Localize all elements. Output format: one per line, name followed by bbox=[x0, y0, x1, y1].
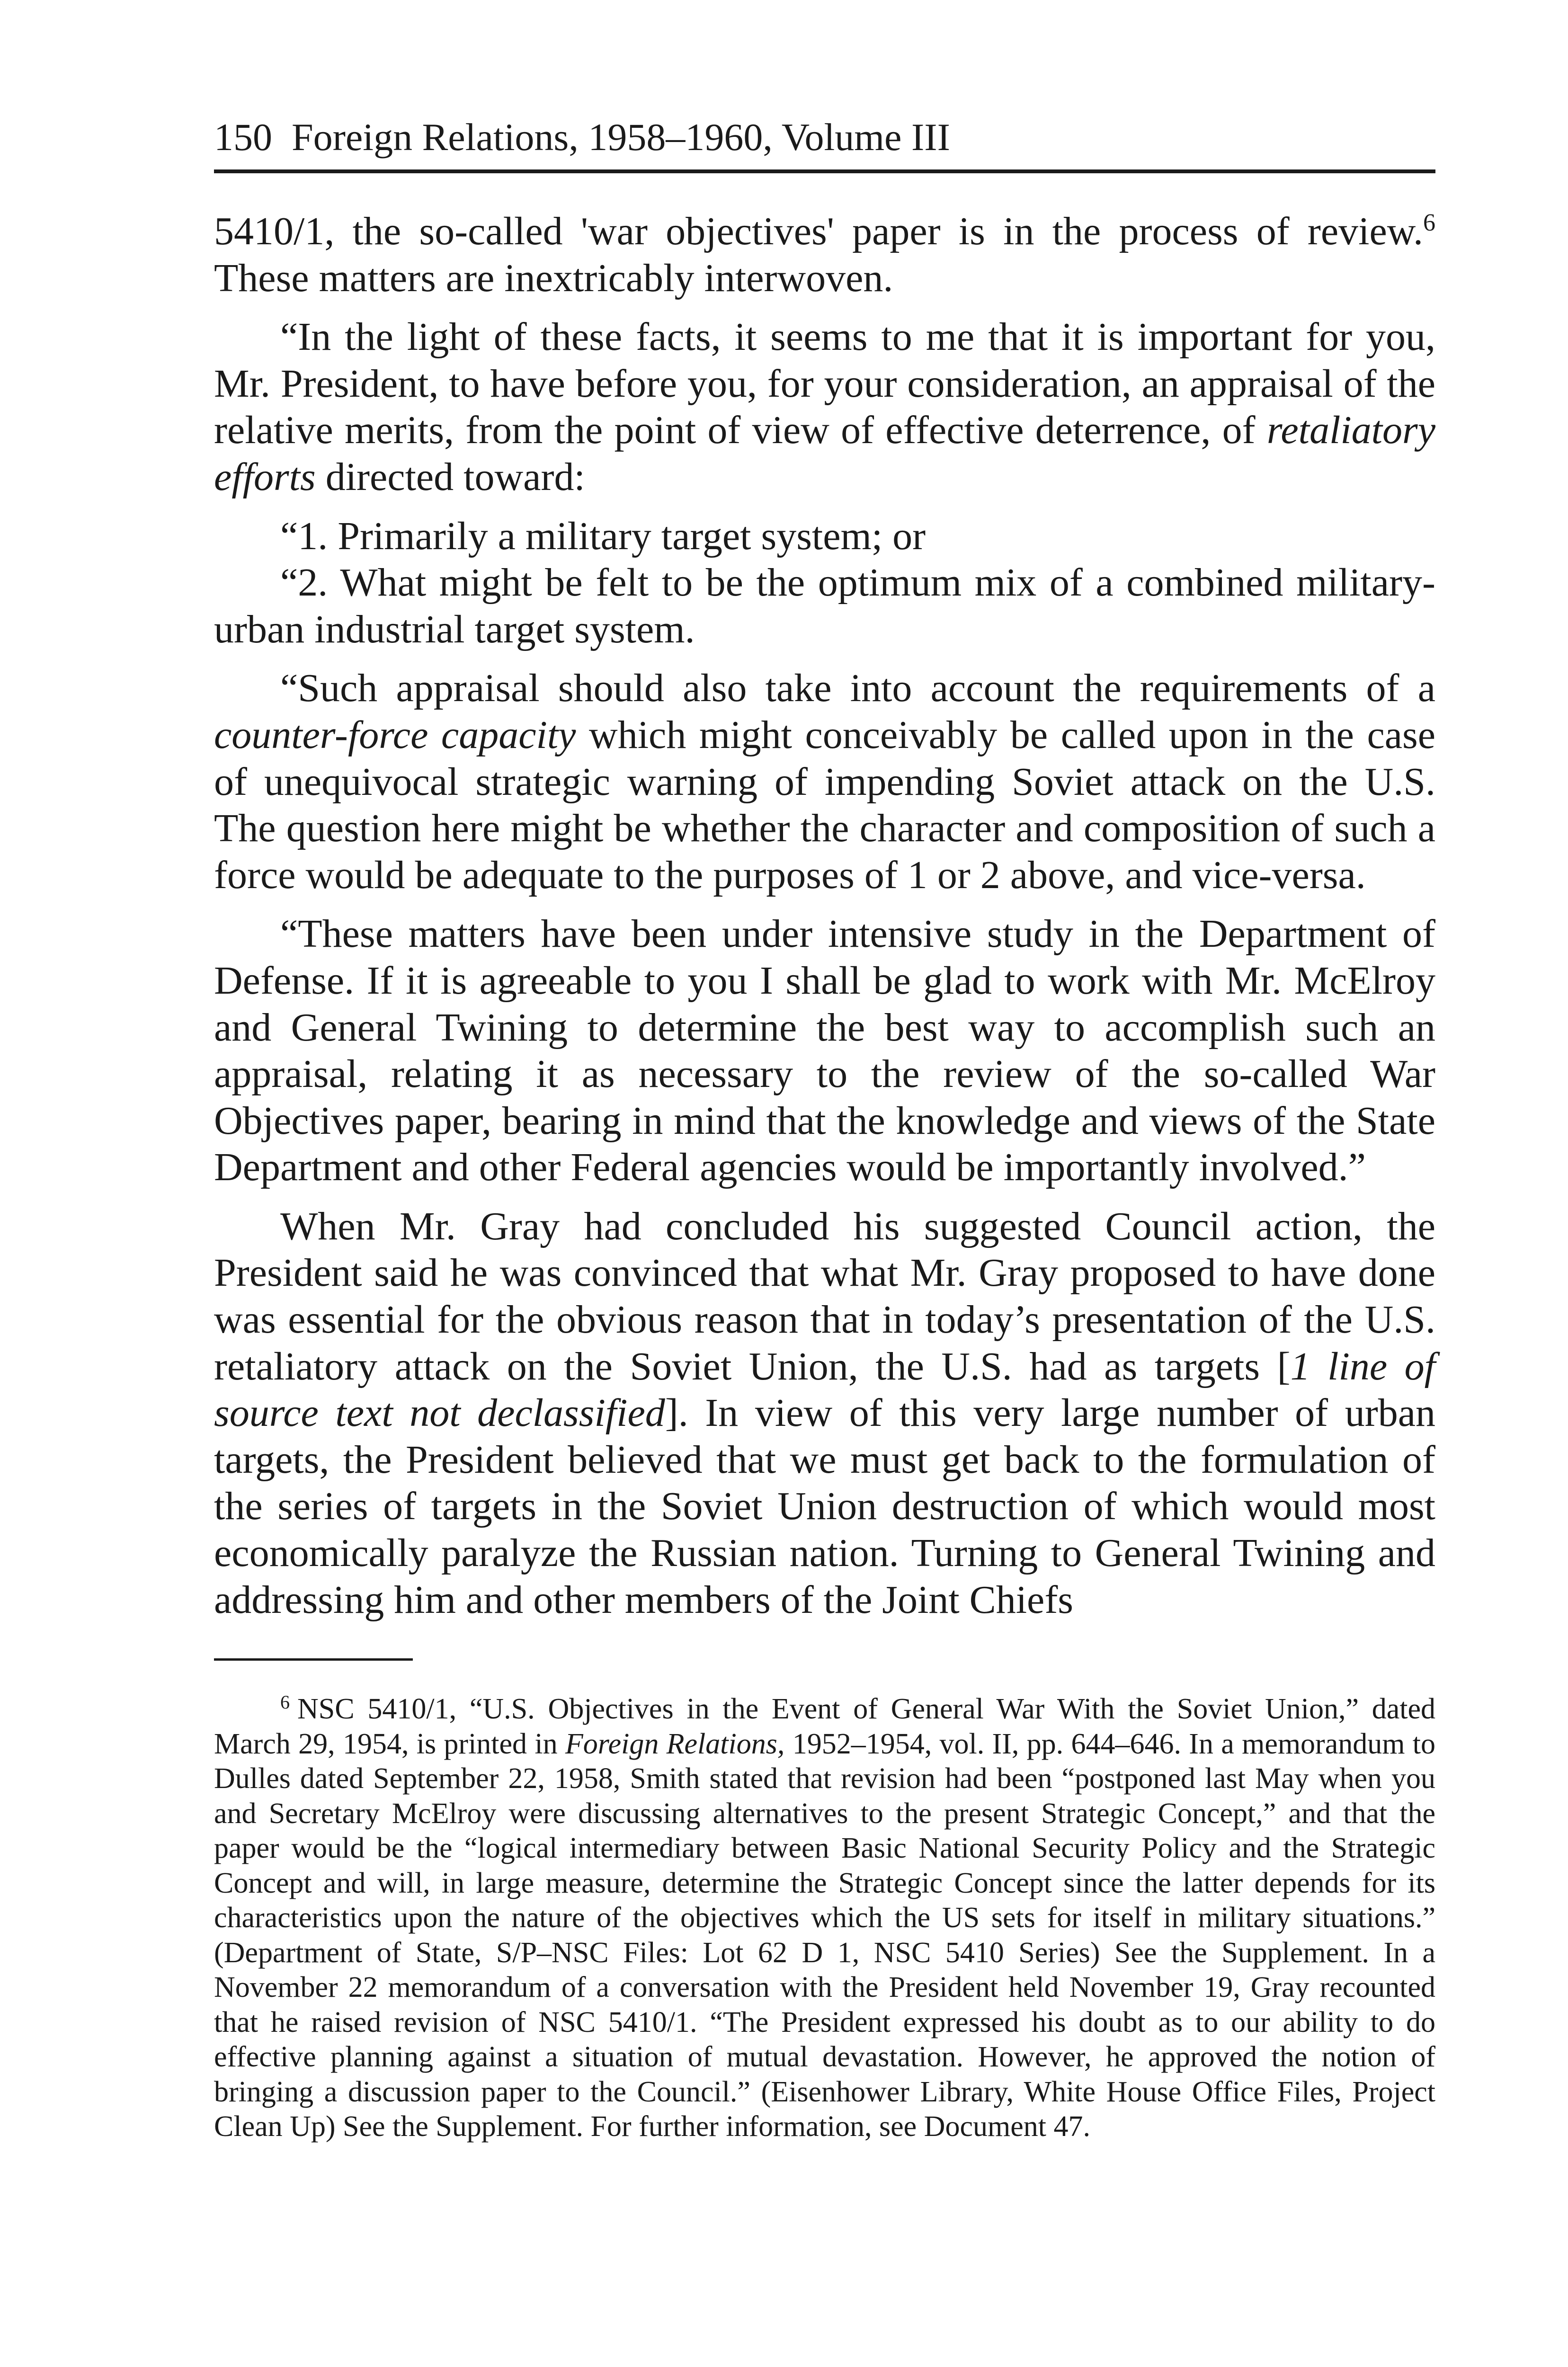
paragraph-4 bbox=[214, 665, 1435, 899]
paragraph-4-text-a: “Such appraisal should also take into account the requirements of a bbox=[280, 666, 1435, 711]
running-head bbox=[214, 114, 1435, 161]
paragraph-2-emphasis: retaliatory efforts bbox=[214, 408, 1435, 499]
paragraph-1-tail: These matters are inextricably interwoven. bbox=[214, 256, 893, 300]
footnote-text-a: NSC 5410/1, “U.S. Objectives in the Event of General War With the Soviet Union,” dated March 29, 1954, is printed in bbox=[214, 1693, 1435, 1760]
paragraph-5: “These matters have been under intensive study in the Department of Defense. If it is agreeable to you I shall be glad to work with Mr. McElroy and General Twining to determine the best way to accomplish such an appraisal, relating it as necessary to the review of the so-called War Objectives paper, bearing in mind that the knowledge and views of the State Department and other Federal agencies would be importantly involved.” bbox=[214, 912, 1435, 1190]
page-number: 150 bbox=[214, 116, 272, 159]
paragraph-2 bbox=[214, 314, 1435, 500]
paragraph-2-text-a: “In the light of these facts, it seems to me that it is important for you, Mr. President, to have before you, for your consideration, an appraisal of the relative merits, from the point of view of effective deterrence, of bbox=[214, 315, 1435, 453]
paragraph-1-text: 5410/1, the so-called 'war objectives' paper is in the process of review. bbox=[214, 209, 1423, 253]
footnote-number: 6 bbox=[280, 1691, 290, 1713]
footnote-rule bbox=[214, 1658, 413, 1661]
document-page bbox=[214, 114, 1435, 2145]
paragraph-4-text-b: which might conceivably be called upon in the case of unequivocal strategic warning of impending Soviet attack on the U.S. The question here might be whether the character and composition of such a force would be adequate to the purposes of 1 or 2 above, and vice-versa. bbox=[214, 712, 1435, 897]
footnote-text-b: 1952–1954, vol. II, pp. 644–646. In a memorandum to Dulles dated September 22, 1958, Smith stated that revision had been “postponed last May when you and Secretary McElroy were discussing alternatives to the present Strategic Concept,” and that the paper would be the “logical intermediary between Basic National Security Policy and the Strategic Concept and will, in large measure, determine the Strategic Concept since the latter depends for its characteristics upon the nature of the objectives which the US sets for itself in military situations.” (Department of State, S/P–NSC Files: Lot 62 D 1, NSC 5410 Series) See the Supplement. In a November 22 memorandum of a conversation with the President held November 19, Gray recounted that he raised revision of NSC 5410/1. “The President expressed his doubt as to our ability to do effective planning against a situation of mutual devastation. However, he approved the notion of bringing a discussion paper to the Council.” (Eisenhower Library, White House Office Files, Project Clean Up) See the Supplement. For further information, see Document 47. bbox=[214, 1727, 1435, 2143]
list-item-2: “2. What might be felt to be the optimum mix of a combined military-urban industrial target system. bbox=[214, 561, 1435, 651]
footnote-6 bbox=[214, 1692, 1435, 2145]
running-title: Foreign Relations, 1958–1960, Volume III bbox=[292, 116, 950, 159]
header-rule bbox=[214, 169, 1435, 173]
footnote-emphasis: Foreign Relations, bbox=[565, 1727, 785, 1760]
paragraph-6-emphasis: 1 line of source text not declassified bbox=[214, 1344, 1435, 1435]
body-text bbox=[214, 208, 1435, 1623]
paragraph-6-text-a: When Mr. Gray had concluded his suggested Council action, the President said he was convinced that what Mr. Gray proposed to have done was essential for the obvious reason that in today’s presentation of the U.S. retaliatory attack on the Soviet Union, the U.S. had as targets [ bbox=[214, 1204, 1435, 1388]
paragraph-6 bbox=[214, 1203, 1435, 1623]
footnote-ref-6[interactable]: 6 bbox=[1423, 209, 1435, 236]
list-item-1: “1. Primarily a military target system; or bbox=[280, 514, 926, 558]
paragraph-6-text-b: ]. In view of this very large number of urban targets, the President believed that we must get back to the formulation of the series of targets in the Soviet Union destruction of which would most economically paralyze the Russian nation. Turning to General Twining and addressing him and other members of the Joint Chiefs bbox=[214, 1391, 1435, 1622]
paragraph-2-text-b: directed toward: bbox=[315, 454, 585, 499]
paragraph-1 bbox=[214, 208, 1435, 302]
paragraph-4-emphasis: counter-force capacity bbox=[214, 712, 576, 757]
